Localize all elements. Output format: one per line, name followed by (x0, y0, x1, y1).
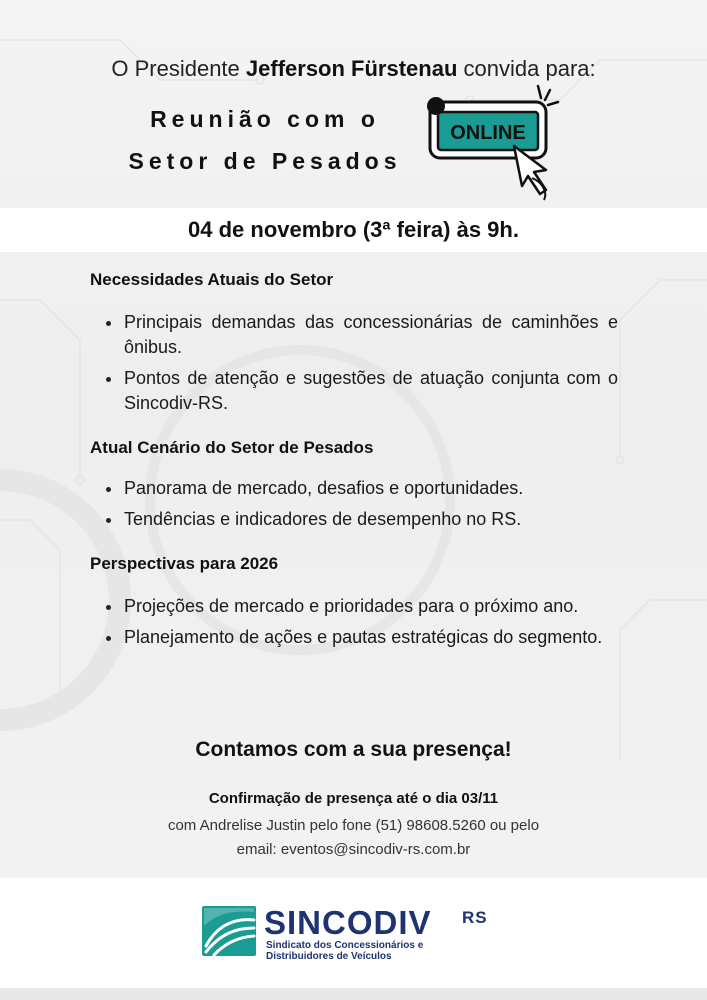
list-item (90, 507, 618, 532)
bullet-icon (106, 377, 111, 382)
logo-subtitle-line-2: Distribuidores de Veículos (266, 951, 392, 962)
section-title: Atual Cenário do Setor de Pesados (90, 438, 374, 457)
bullet-icon (106, 321, 111, 326)
logo-subtitle-line-1: Sindicato dos Concessionários e (266, 940, 424, 951)
list-item (90, 594, 618, 619)
section-title: Necessidades Atuais do Setor (90, 270, 334, 289)
president-name: Jefferson Fürstenau (245, 56, 458, 81)
list-item-text: Principais demandas das concessionárias de caminhões e ônibus. (124, 312, 618, 357)
logo-rs: RS (462, 908, 488, 927)
event-title (100, 98, 430, 182)
list-item-text: Tendências e indicadores de desempenho no RS. (124, 509, 522, 529)
contact-email-line: email: eventos@sincodiv-rs.com.br (236, 841, 471, 858)
invitation-line (0, 56, 707, 82)
closing-message: Contamos com a sua presença! (195, 738, 512, 761)
section-title: Perspectivas para 2026 (90, 554, 279, 573)
footer (0, 878, 707, 988)
contact-phone-line: com Andrelise Justin pelo fone (51) 98608.5260 ou pelo (167, 817, 540, 834)
intro-prefix: O Presidente (111, 56, 240, 81)
agenda-section (90, 270, 618, 416)
list-item-text: Panorama de mercado, desafios e oportunidades. (124, 478, 524, 498)
agenda-section (90, 438, 618, 532)
list-item-text: Planejamento de ações e pautas estratégicas do segmento. (124, 627, 603, 647)
list-item (90, 476, 618, 501)
sincodiv-logo-icon (202, 906, 256, 961)
bullet-icon (106, 518, 111, 523)
bottom-strip (0, 988, 707, 1000)
agenda-section (90, 554, 618, 650)
logo-wordmark: SINCODIV (264, 904, 432, 941)
list-item (90, 366, 618, 416)
list-item (90, 310, 618, 360)
dot-icon (427, 97, 445, 115)
title-line-1: Reunião com o (150, 106, 380, 132)
date-banner (0, 208, 707, 252)
list-item (90, 625, 618, 650)
bullet-icon (106, 487, 111, 492)
title-line-2: Setor de Pesados (128, 148, 402, 174)
list-item-text: Pontos de atenção e sugestões de atuação conjunta com o Sincodiv-RS. (124, 368, 618, 413)
bullet-icon (106, 636, 111, 641)
logo-subtitle (266, 940, 423, 962)
list-item-text: Projeções de mercado e prioridades para o próximo ano. (124, 596, 579, 616)
online-badge (418, 78, 568, 213)
confirmation-deadline: Confirmação de presença até o dia 03/11 (208, 790, 499, 807)
bullet-icon (106, 605, 111, 610)
contact-info (0, 814, 707, 862)
intro-suffix: convida para: (463, 56, 596, 81)
event-date: 04 de novembro (3ª feira) às 9h. (188, 217, 519, 242)
agenda (90, 270, 618, 672)
online-label: ONLINE (450, 122, 526, 144)
